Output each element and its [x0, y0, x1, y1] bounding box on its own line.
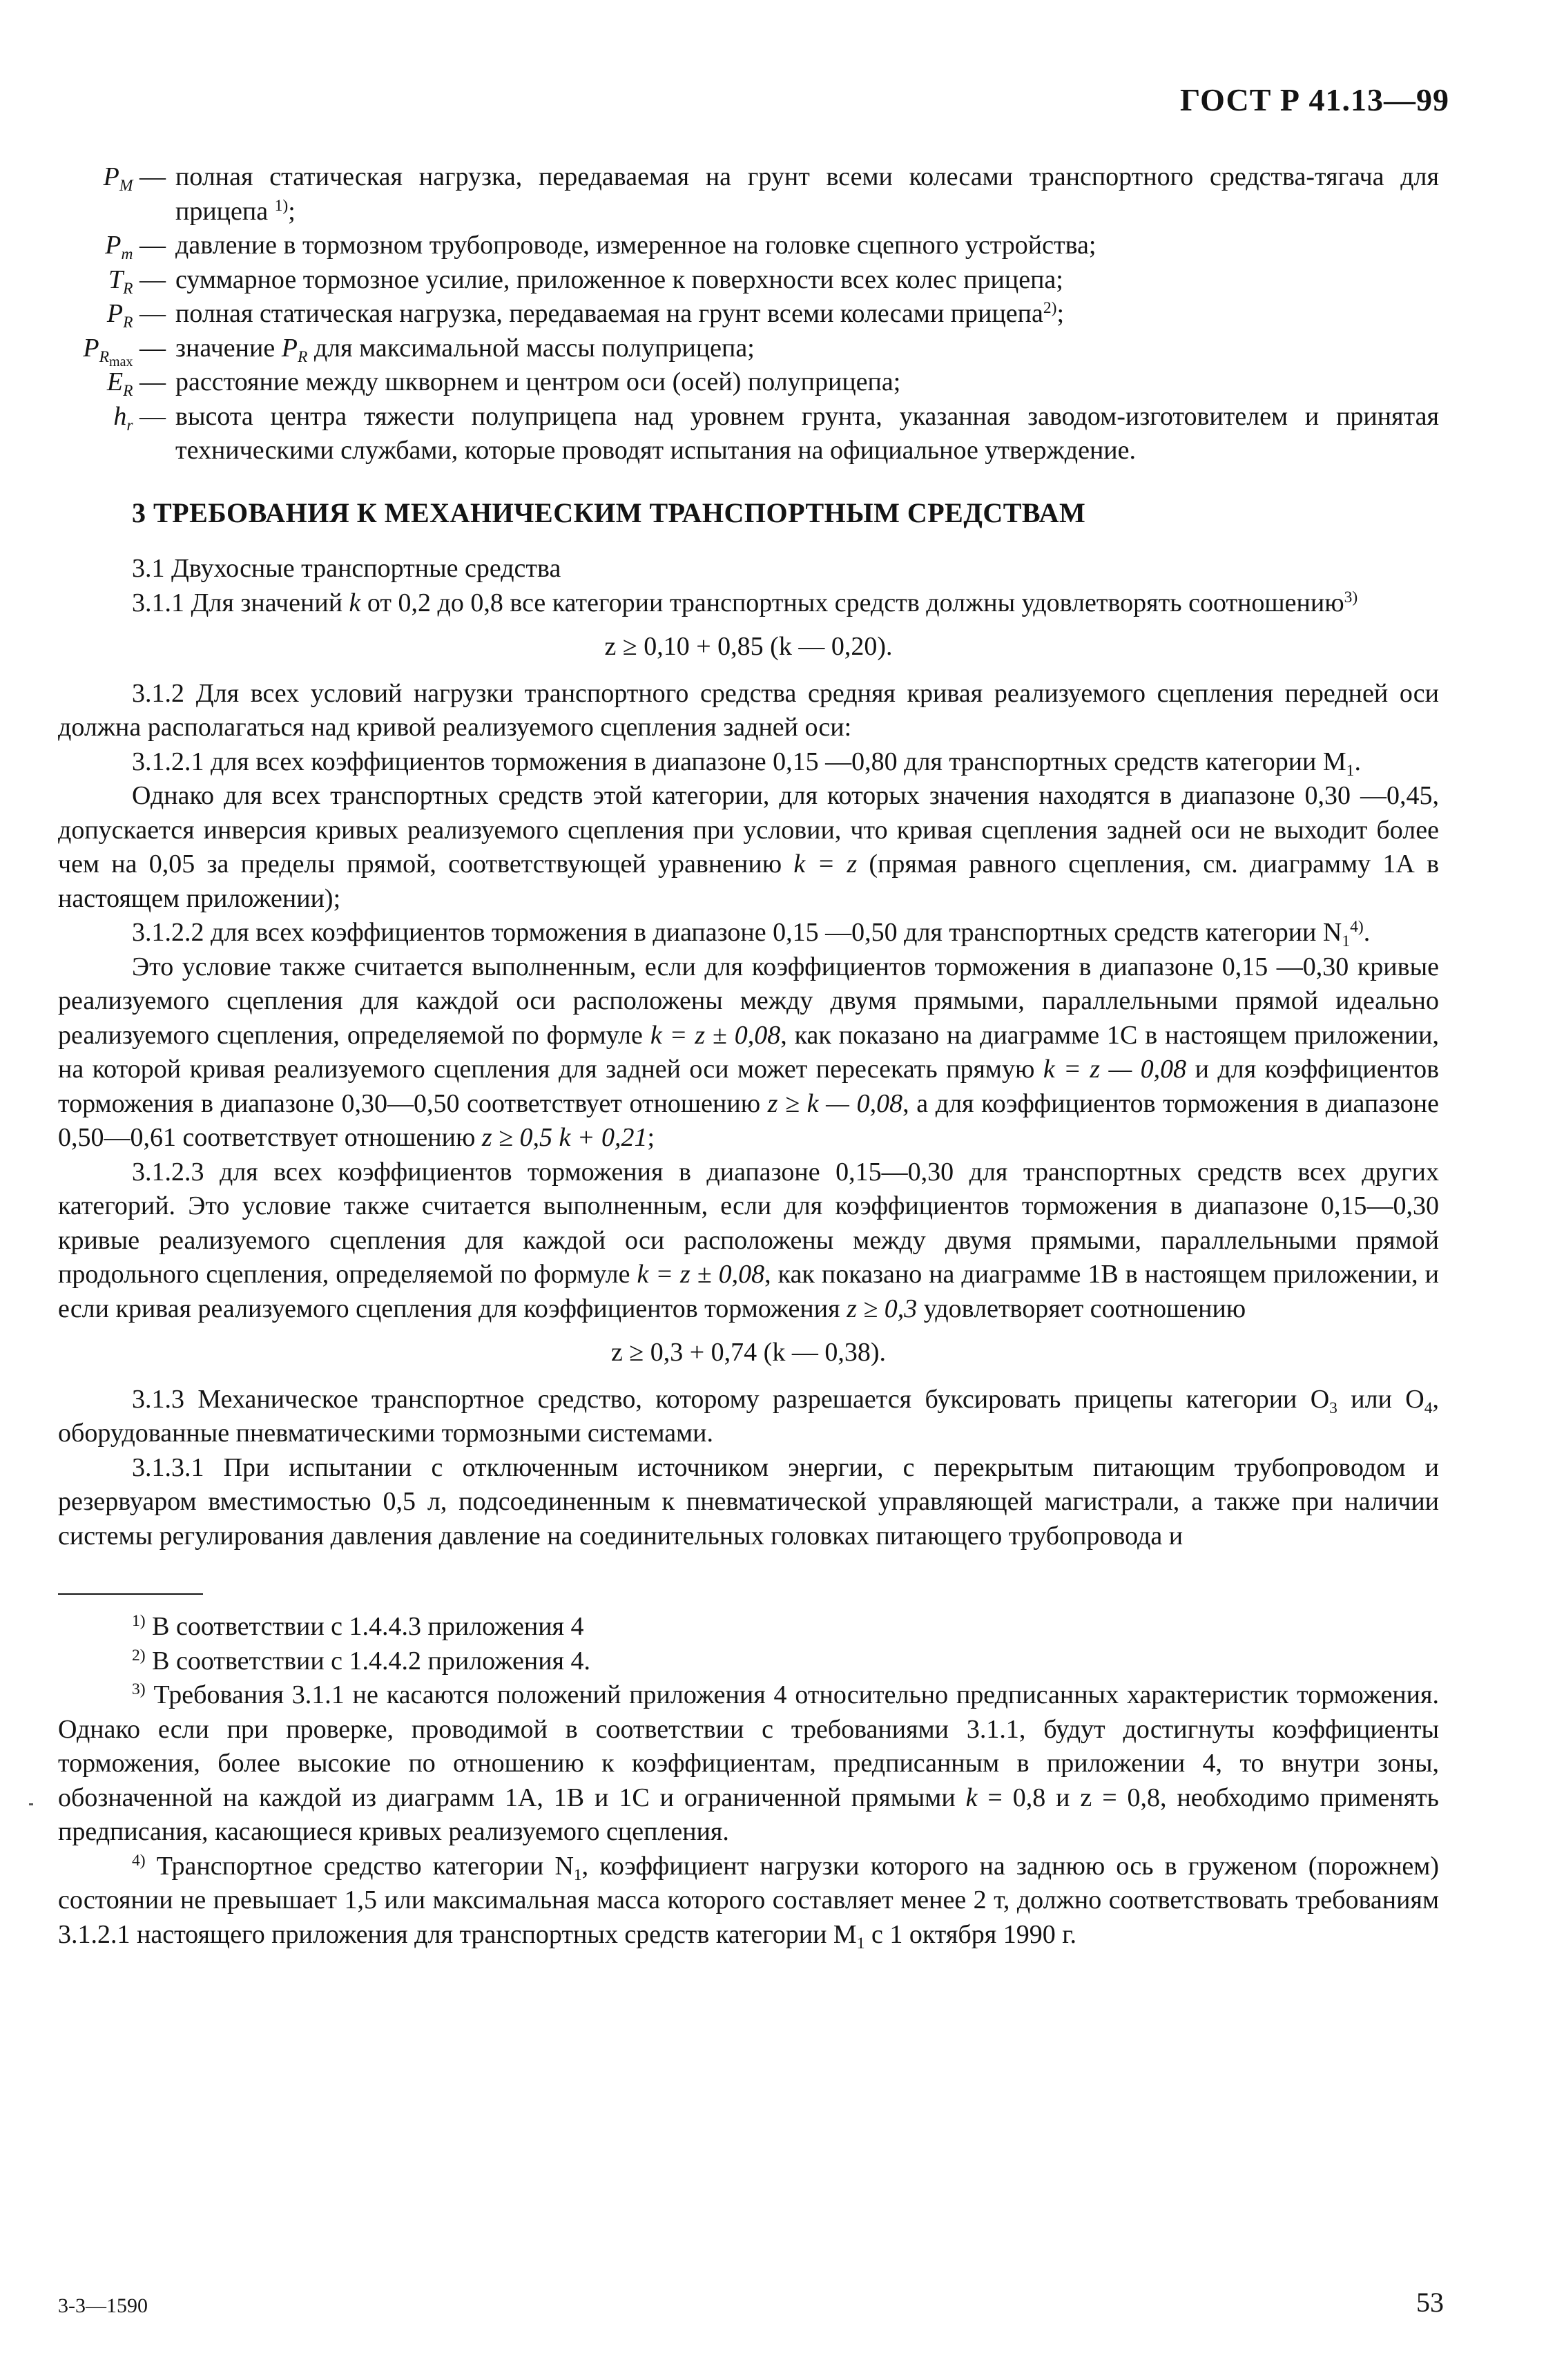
- definition-er: [58, 365, 1439, 400]
- definition-tr: [58, 263, 1439, 298]
- clause-3-1-2-2-condition: Это условие также считается выполненным, если для коэффициентов торможения в диапазоне 0,15 —0,30 кривые реализуемого сцепления для каждой оси расположены между двумя прямыми, параллельными прямой идеально реализуемого сцепления, определяемой по формуле k = z ± 0,08, как показано на диаграмме 1С в настоящем приложении, на которой кривая реализуемого сцепления для задней оси может пересекать прямую k = z — 0,08 и для коэффициентов торможения в диапазоне 0,30—0,50 соответствует отношению z ≥ k — 0,08, а для коэффициентов торможения в диапазоне 0,50—0,61 соответствует отношению z ≥ 0,5 k + 0,21;: [58, 952, 1440, 1152]
- definition-text: давление в тормозном трубопроводе, измеренное на головке сцепного устройства;: [175, 231, 1096, 260]
- definition-text: полная статическая нагрузка, передаваемая на грунт всеми колесами прицепа$^{2)}$;: [175, 299, 1065, 328]
- clause-3-1-2-3: 3.1.2.3 для всех коэффициентов торможения в диапазоне 0,15—0,30 для транспортных средств всех других категорий. Это условие также считается выполненным, если для коэффициентов торможения в диапазоне 0,15—0,30 кривые реализуемого сцепления для каждой оси расположены между двумя прямыми, параллельными прямой продольного сцепления, определяемой по формуле k = z ± 0,08, как показано на диаграмме 1В в настоящем приложении, и если кривая реализуемого сцепления для коэффициентов торможения z ≥ 0,3 удовлетворяет соотношению: [58, 1157, 1439, 1323]
- definition-text: значение $P_R$ для максимальной массы полуприцепа;: [175, 333, 755, 366]
- clause-3-1: 3.1 Двухосные транспортные средства: [132, 554, 561, 583]
- clause-3-1-1: 3.1.1 Для значений k от 0,2 до 0,8 все категории транспортных средств должны удовлетворять соотношению$^{3)}$: [132, 588, 1358, 617]
- clause-3-1-3-1: 3.1.3.1 При испытании с отключенным источником энергии, с перекрытым питающим трубопроводом и резервуаром вместимостью 0,5 л, подсоединенным к пневматической управляющей магистрали, а также при наличии системы регулирования давления давление на соединительных головках питающего трубопровода и: [58, 1452, 1439, 1551]
- margin-mark: [29, 1803, 33, 1805]
- page-number: 53: [1416, 2287, 1444, 2318]
- clause-3-1-2-1: 3.1.2.1 для всех коэффициентов торможения в диапазоне 0,15 —0,80 для транспортных средств категории $M_1$.: [132, 747, 1361, 780]
- clause-3-1-3: 3.1.3 Механическое транспортное средство, которому разрешается буксировать прицепы категории $O_3$ или $O_4$, оборудованные пневматическими тормозными системами.: [58, 1384, 1440, 1448]
- footnote-separator: [58, 1593, 203, 1595]
- symbol: $P_{R_{max}}$ —: [83, 333, 166, 370]
- section-heading: 3 ТРЕБОВАНИЯ К МЕХАНИЧЕСКИМ ТРАНСПОРТНЫМ СРЕДСТВАМ: [132, 497, 1086, 528]
- symbol: $P_m$ —: [105, 231, 166, 264]
- symbol: $h_r$ —: [113, 401, 166, 434]
- print-code: 3-3—1590: [58, 2294, 148, 2317]
- footnote-4: $^{4)}$ Транспортное средство категории $N_1$, коэффициент нагрузки которого на заднюю ось в груженом (порожнем) состоянии не превышает 1,5 или максимальная масса которого составляет менее 2 т, должно соответствовать требованиям 3.1.2.1 настоящего приложения для транспортных средств категории $M_1$ с 1 октября 1990 г.: [58, 1851, 1439, 1952]
- definition-pmt: [58, 229, 1439, 263]
- footnote-1: $^{1)}$ В соответствии с 1.4.4.3 приложения 4: [132, 1612, 584, 1641]
- clause-3-1-2: 3.1.2 Для всех условий нагрузки транспортного средства средняя кривая реализуемого сцепления передней оси должна располагаться над кривой реализуемого сцепления задней оси:: [58, 678, 1439, 742]
- clause-3-1-2-2: 3.1.2.2 для всех коэффициентов торможения в диапазоне 0,15 —0,50 для транспортных средств категории $N_1^{4)}$.: [132, 918, 1371, 951]
- symbol: $E_R$ —: [106, 367, 166, 401]
- definition-pm: [58, 160, 1439, 229]
- footnote-2: $^{2)}$ В соответствии с 1.4.4.2 приложения 4.: [132, 1646, 591, 1676]
- footnotes: [58, 1610, 1439, 1952]
- symbol: $T_R$ —: [108, 265, 166, 298]
- document-code-header: ГОСТ Р 41.13—99: [1180, 82, 1449, 117]
- footnote-3: $^{3)}$ Требования 3.1.1 не касаются положений приложения 4 относительно предписанных характеристик торможения. Однако если при проверке, проводимой в соответствии с требованиями 3.1.1, будут достигнуты коэффициенты торможения, более высокие по отношению к коэффициентам, предписанным в приложении 4, то внутри зоны, обозначенной на каждой из диаграмм 1А, 1В и 1С и ограниченной прямыми k = 0,8 и z = 0,8, необходимо применять предписания, касающиеся кривых реализуемого сцепления.: [58, 1680, 1439, 1846]
- symbol: $P_M$ —: [103, 162, 166, 195]
- definition-prmax: [58, 332, 1439, 370]
- definition-text: полная статическая нагрузка, передаваемая на грунт всеми колесами транспортного средства-тягача для прицепа $^{1)}$;: [175, 162, 1439, 226]
- definition-hr: [58, 400, 1439, 468]
- formula-1: z ≥ 0,10 + 0,85 (k — 0,20).: [604, 632, 893, 661]
- formula-2: z ≥ 0,3 + 0,74 (k — 0,38).: [611, 1338, 886, 1367]
- definition-text: расстояние между шкворнем и центром оси (осей) полуприцепа;: [175, 367, 901, 396]
- definitions-list: [58, 160, 1439, 468]
- clause-3-1-2-1-exception: Однако для всех транспортных средств этой категории, для которых значения находятся в диапазоне 0,30 —0,45, допускается инверсия кривых реализуемого сцепления при условии, что кривая сцепления задней оси не выходит более чем на 0,05 за пределы прямой, соответствующей уравнению k = z (прямая равного сцепления, см. диаграмму 1А в настоящем приложении);: [58, 781, 1440, 913]
- definition-pr: [58, 297, 1439, 332]
- definition-text: высота центра тяжести полуприцепа над уровнем грунта, указанная заводом-изготовителем и принятая техническими службами, которые проводят испытания на официальное утверждение.: [175, 401, 1439, 465]
- symbol: $P_R$ —: [106, 299, 166, 332]
- definition-text: суммарное тормозное усилие, приложенное к поверхности всех колес прицепа;: [175, 265, 1063, 294]
- page-body: [58, 160, 1439, 1952]
